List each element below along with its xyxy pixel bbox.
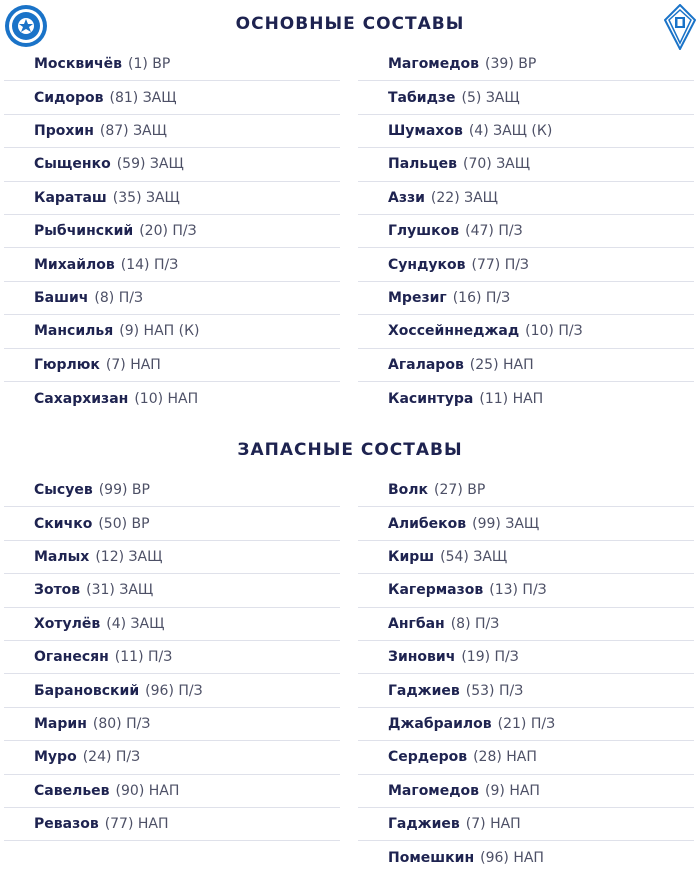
player-row bbox=[358, 81, 694, 114]
player-name: Зотов bbox=[34, 582, 81, 599]
player-number-position: (87) ЗАЩ bbox=[99, 122, 167, 139]
player-row bbox=[358, 574, 694, 607]
player-number-position: (21) П/З bbox=[497, 715, 556, 732]
player-number-position: (70) ЗАЩ bbox=[463, 156, 531, 173]
player-number-position: (7) НАП bbox=[105, 356, 161, 373]
player-number-position: (39) ВР bbox=[485, 56, 537, 73]
player-number-position: (22) ЗАЩ bbox=[430, 189, 498, 206]
main-lineup-left bbox=[4, 48, 340, 415]
player-name: Кагермазов bbox=[388, 582, 484, 599]
player-row bbox=[4, 215, 340, 248]
player-number-position: (28) НАП bbox=[473, 749, 537, 766]
player-name: Магомедов bbox=[388, 56, 480, 73]
main-lineups-title: ОСНОВНЫЕ СОСТАВЫ bbox=[235, 14, 465, 34]
player-row bbox=[358, 608, 694, 641]
player-row bbox=[4, 148, 340, 181]
player-name: Марин bbox=[34, 715, 87, 732]
player-row bbox=[4, 574, 340, 607]
player-name: Алибеков bbox=[388, 515, 467, 532]
player-name: Рыбчинский bbox=[34, 223, 134, 240]
player-number-position: (7) НАП bbox=[465, 816, 521, 833]
player-number-position: (81) ЗАЩ bbox=[109, 89, 177, 106]
subs-lineup-right bbox=[358, 474, 694, 875]
player-name: Джабраилов bbox=[388, 715, 492, 732]
player-name: Волк bbox=[388, 482, 429, 499]
player-name: Сыщенко bbox=[34, 156, 111, 173]
player-name: Глушков bbox=[388, 223, 460, 240]
player-row bbox=[4, 315, 340, 348]
player-row bbox=[4, 474, 340, 507]
player-row bbox=[4, 674, 340, 707]
player-number-position: (8) П/З bbox=[450, 615, 500, 632]
player-row bbox=[358, 541, 694, 574]
player-name: Агаларов bbox=[388, 356, 464, 373]
player-number-position: (8) П/З bbox=[94, 289, 143, 306]
player-row bbox=[358, 841, 694, 874]
player-number-position: (12) ЗАЩ bbox=[95, 548, 163, 565]
player-number-position: (50) ВР bbox=[98, 515, 150, 532]
player-row bbox=[4, 541, 340, 574]
player-row bbox=[358, 382, 694, 415]
player-name: Магомедов bbox=[388, 782, 480, 799]
player-row bbox=[4, 641, 340, 674]
player-name: Михайлов bbox=[34, 256, 115, 273]
player-name: Хоссейннеджад bbox=[388, 323, 520, 340]
player-row bbox=[358, 474, 694, 507]
player-name: Караташ bbox=[34, 189, 107, 206]
player-number-position: (5) ЗАЩ bbox=[461, 89, 520, 106]
player-number-position: (14) П/З bbox=[120, 256, 179, 273]
player-number-position: (19) П/З bbox=[461, 649, 519, 666]
player-number-position: (10) П/З bbox=[525, 323, 583, 340]
player-number-position: (25) НАП bbox=[469, 356, 534, 373]
player-number-position: (31) ЗАЩ bbox=[86, 582, 154, 599]
player-name: Малых bbox=[34, 548, 90, 565]
player-name: Мансилья bbox=[34, 323, 114, 340]
player-number-position: (99) ВР bbox=[98, 482, 150, 499]
player-row bbox=[4, 775, 340, 808]
player-name: Зинович bbox=[388, 649, 456, 666]
player-row bbox=[358, 148, 694, 181]
player-number-position: (99) ЗАЩ bbox=[472, 515, 540, 532]
player-number-position: (16) П/З bbox=[452, 289, 511, 306]
player-number-position: (4) ЗАЩ (К) bbox=[468, 122, 553, 139]
player-row bbox=[358, 215, 694, 248]
player-name: Помешкин bbox=[388, 849, 475, 866]
player-number-position: (96) НАП bbox=[480, 849, 544, 866]
player-row bbox=[4, 808, 340, 841]
player-name: Касинтура bbox=[388, 390, 474, 407]
player-number-position: (90) НАП bbox=[115, 782, 180, 799]
player-row bbox=[358, 808, 694, 841]
player-row bbox=[4, 382, 340, 415]
player-row bbox=[358, 775, 694, 808]
player-name: Кирш bbox=[388, 548, 435, 565]
player-number-position: (9) НАП (К) bbox=[119, 323, 200, 340]
player-row bbox=[358, 507, 694, 540]
player-number-position: (80) П/З bbox=[92, 715, 151, 732]
player-number-position: (53) П/З bbox=[465, 682, 524, 699]
player-name: Прохин bbox=[34, 122, 94, 139]
player-row bbox=[4, 48, 340, 81]
player-name: Гаджиев bbox=[388, 816, 460, 833]
player-row bbox=[4, 248, 340, 281]
player-row bbox=[358, 708, 694, 741]
player-number-position: (1) ВР bbox=[128, 56, 171, 73]
player-row bbox=[358, 641, 694, 674]
player-name: Мрезиг bbox=[388, 289, 447, 306]
player-row bbox=[4, 115, 340, 148]
player-number-position: (77) НАП bbox=[104, 816, 169, 833]
player-row bbox=[4, 349, 340, 382]
player-name: Скичко bbox=[34, 515, 93, 532]
player-row bbox=[358, 48, 694, 81]
player-row bbox=[358, 248, 694, 281]
player-row bbox=[358, 674, 694, 707]
player-row bbox=[4, 282, 340, 315]
player-number-position: (4) ЗАЩ bbox=[106, 615, 165, 632]
player-name: Савельев bbox=[34, 782, 110, 799]
player-number-position: (35) ЗАЩ bbox=[112, 189, 180, 206]
player-number-position: (13) П/З bbox=[489, 582, 547, 599]
player-name: Москвичёв bbox=[34, 56, 122, 73]
player-row bbox=[358, 182, 694, 215]
player-number-position: (54) ЗАЩ bbox=[440, 548, 508, 565]
player-name: Аззи bbox=[388, 189, 425, 206]
player-number-position: (47) П/З bbox=[465, 223, 523, 240]
player-name: Оганесян bbox=[34, 649, 109, 666]
player-number-position: (96) П/З bbox=[145, 682, 203, 699]
player-number-position: (10) НАП bbox=[134, 390, 199, 407]
player-row bbox=[4, 182, 340, 215]
player-name: Гюрлюк bbox=[34, 356, 100, 373]
player-number-position: (77) П/З bbox=[471, 256, 529, 273]
player-row bbox=[358, 115, 694, 148]
player-name: Муро bbox=[34, 749, 77, 766]
main-lineup-right bbox=[358, 48, 694, 415]
player-name: Табидзе bbox=[388, 89, 456, 106]
subs-lineups-title: ЗАПАСНЫЕ СОСТАВЫ bbox=[237, 440, 463, 460]
player-row bbox=[4, 608, 340, 641]
player-name: Сидоров bbox=[34, 89, 104, 106]
player-name: Шумахов bbox=[388, 122, 463, 139]
player-row bbox=[4, 81, 340, 114]
player-number-position: (27) ВР bbox=[434, 482, 486, 499]
player-row bbox=[358, 282, 694, 315]
player-name: Ангбан bbox=[388, 615, 445, 632]
player-name: Сысуев bbox=[34, 482, 93, 499]
player-row bbox=[4, 507, 340, 540]
player-number-position: (24) П/З bbox=[82, 749, 141, 766]
player-row bbox=[4, 708, 340, 741]
player-number-position: (11) НАП bbox=[479, 390, 544, 407]
player-name: Сахархизан bbox=[34, 390, 129, 407]
player-name: Ревазов bbox=[34, 816, 99, 833]
player-name: Барановский bbox=[34, 682, 140, 699]
player-row bbox=[358, 315, 694, 348]
player-name: Гаджиев bbox=[388, 682, 460, 699]
player-number-position: (59) ЗАЩ bbox=[116, 156, 184, 173]
player-number-position: (11) П/З bbox=[114, 649, 173, 666]
player-row bbox=[4, 741, 340, 774]
player-name: Башич bbox=[34, 289, 89, 306]
player-number-position: (9) НАП bbox=[485, 782, 540, 799]
player-number-position: (20) П/З bbox=[139, 223, 197, 240]
player-name: Сундуков bbox=[388, 256, 466, 273]
player-row bbox=[358, 741, 694, 774]
player-name: Хотулёв bbox=[34, 615, 101, 632]
player-name: Пальцев bbox=[388, 156, 458, 173]
player-name: Сердеров bbox=[388, 749, 468, 766]
player-row bbox=[358, 349, 694, 382]
subs-lineup-left bbox=[4, 474, 340, 841]
